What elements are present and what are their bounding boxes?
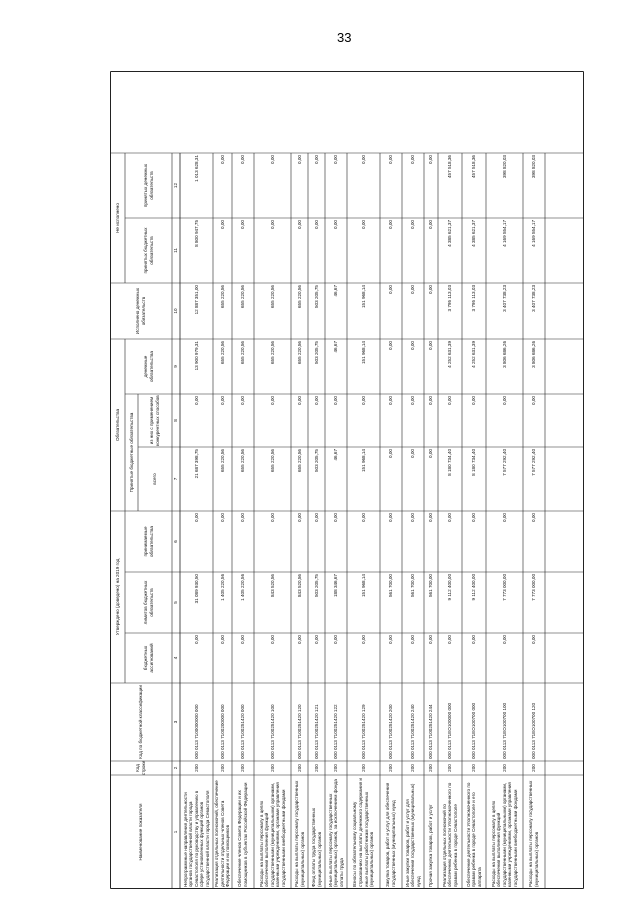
classification-code-cell: 000 0113 71ЕО100700 100 xyxy=(501,702,507,759)
header-competitive-methods: из них с применением конкурентных способов xyxy=(149,395,160,446)
line-code-cell: 200 xyxy=(219,764,225,772)
unexecuted-budget-cell: 0,00 xyxy=(360,220,366,229)
budget-limits-cell: 1 405 220,56 xyxy=(219,574,225,601)
budget-limits-cell: 7 773 000,00 xyxy=(501,574,507,601)
monetary-obligations-cell: 4 252 631,39 xyxy=(471,341,477,368)
executed-cell: 0,00 xyxy=(428,285,434,294)
indicator-name-cell: Расходы на выплаты персоналу в целях обеспечения выполнения функций государственными (муниципальными) органами, казенными учреждениями, органами управления государственными внебюджетными фондами xyxy=(490,782,518,887)
accepted-obligations-cell: 0,00 xyxy=(333,513,339,522)
line-code-cell: 200 xyxy=(428,764,434,772)
column-number: 1 xyxy=(173,830,179,834)
classification-code-cell: 000 0113 7100251420 129 xyxy=(360,704,366,759)
accepted-total-cell: 655 220,56 xyxy=(296,449,302,472)
accepted-total-cell: 655 220,56 xyxy=(219,449,225,472)
executed-cell: 151 968,14 xyxy=(360,285,366,308)
budget-allocations-cell: 0,00 xyxy=(240,635,246,644)
budget-limits-cell: 561 700,00 xyxy=(388,574,394,597)
unexecuted-monetary-cell: 1 013 628,31 xyxy=(193,155,199,182)
classification-code-cell: 000 0113 7100251420 000 xyxy=(240,704,246,759)
indicator-name-cell: Иные закупки товаров, работ и услуг для обеспечения государственных (муниципальных) нужд xyxy=(404,783,421,887)
monetary-obligations-cell: 655 220,56 xyxy=(296,341,302,364)
monetary-obligations-cell: 655 220,56 xyxy=(219,341,225,364)
header-budget-allocations: бюджетных ассигнований xyxy=(142,643,154,673)
line-code-cell: 200 xyxy=(531,764,537,772)
accepted-obligations-cell: 0,00 xyxy=(447,513,453,522)
monetary-obligations-cell: 151 968,14 xyxy=(360,341,366,364)
accepted-total-cell: 0,00 xyxy=(410,449,416,458)
unexecuted-budget-cell: 0,00 xyxy=(219,220,225,229)
classification-code-cell: 000 0113 7100000000 000 xyxy=(193,704,199,759)
classification-code-cell: 000 0113 7100200000 000 xyxy=(219,704,225,759)
indicator-name-cell: Реализация отдельных полномочий по обеспечению деятельности Уполномоченного по правам ребенка в городе Севастополе xyxy=(441,782,458,887)
monetary-obligations-cell: 3 806 686,26 xyxy=(501,341,507,368)
budget-limits-cell: 561 700,00 xyxy=(428,574,434,597)
line-code-cell: 200 xyxy=(193,764,199,772)
indicator-name-cell: Прочая закупка товаров, работ и услуг xyxy=(428,804,434,887)
header-executed-monetary: Исполнено денежных обязательств xyxy=(135,287,146,335)
accepted-obligations-cell: 0,00 xyxy=(531,513,537,522)
executed-cell: 503 205,75 xyxy=(313,285,319,308)
competitive-cell: 0,00 xyxy=(269,396,275,405)
header-indicator-name: Наименование показателя xyxy=(138,803,144,861)
report-table-area xyxy=(110,71,584,889)
budget-allocations-cell: 0,00 xyxy=(388,635,394,644)
accepted-obligations-cell: 0,00 xyxy=(219,513,225,522)
unexecuted-budget-cell: 4 385 621,37 xyxy=(447,220,453,247)
column-number: 11 xyxy=(173,248,179,253)
column-number: 6 xyxy=(173,540,179,543)
monetary-obligations-cell: 0,00 xyxy=(410,341,416,350)
page-number: 33 xyxy=(337,30,352,45)
accepted-total-cell: 8 180 734,40 xyxy=(471,449,477,476)
executed-cell: 3 795 113,03 xyxy=(471,285,477,312)
budget-allocations-cell: 0,00 xyxy=(531,635,537,644)
column-number: 7 xyxy=(173,477,179,481)
executed-cell: 655 220,56 xyxy=(269,285,275,308)
indicator-name-cell: Иные выплаты персоналу государственных (муниципальных) органов, за исключением фонда оплаты труда xyxy=(327,779,344,887)
header-not-executed-group: Не исполнено xyxy=(114,203,120,233)
accepted-total-cell: 151 968,14 xyxy=(360,449,366,472)
line-code-cell: 200 xyxy=(471,764,477,772)
budget-execution-table xyxy=(110,71,584,889)
header-accepted-obligations: принимаемые обязательства xyxy=(142,526,154,558)
budget-limits-cell: 7 773 000,00 xyxy=(531,574,537,601)
unexecuted-budget-cell: 4 169 554,17 xyxy=(531,220,537,247)
header-line-code: Код строки xyxy=(135,760,146,776)
line-code-cell: 200 xyxy=(296,764,302,772)
unexecuted-budget-cell: 0,00 xyxy=(269,220,275,229)
monetary-obligations-cell: 46,67 xyxy=(333,341,339,353)
classification-code-cell: 000 0113 7100251420 200 xyxy=(388,704,394,759)
classification-code-cell: 000 0113 7100251420 244 xyxy=(428,704,434,759)
budget-allocations-cell: 0,00 xyxy=(313,635,319,644)
executed-cell: 12 887 351,00 xyxy=(193,285,199,315)
header-budget-limits: лимитов бюджетных обязательств xyxy=(142,580,154,625)
monetary-obligations-cell: 4 252 631,39 xyxy=(447,341,453,368)
classification-code-cell: 000 0113 71ЕО100700 120 xyxy=(531,702,537,759)
competitive-cell: 0,00 xyxy=(240,396,246,405)
executed-cell: 0,00 xyxy=(410,285,416,294)
budget-allocations-cell: 0,00 xyxy=(501,635,507,644)
budget-allocations-cell: 0,00 xyxy=(447,635,453,644)
budget-allocations-cell: 0,00 xyxy=(428,635,434,644)
classification-code-cell: 000 0113 7100251420 122 xyxy=(333,704,339,759)
accepted-total-cell: 7 577 292,40 xyxy=(501,449,507,476)
monetary-obligations-cell: 13 900 979,31 xyxy=(193,341,199,371)
accepted-total-cell: 7 577 292,40 xyxy=(531,449,537,476)
unexecuted-budget-cell: 0,00 xyxy=(296,220,302,229)
unexecuted-monetary-cell: 457 518,36 xyxy=(447,155,453,178)
budget-allocations-cell: 0,00 xyxy=(219,635,225,644)
column-number: 5 xyxy=(173,601,179,604)
unexecuted-budget-cell: 0,00 xyxy=(313,220,319,229)
accepted-obligations-cell: 0,00 xyxy=(240,513,246,522)
accepted-total-cell: 503 205,75 xyxy=(313,449,319,472)
unexecuted-budget-cell: 4 385 621,37 xyxy=(471,220,477,247)
competitive-cell: 0,00 xyxy=(471,396,477,405)
accepted-obligations-cell: 0,00 xyxy=(501,513,507,522)
unexecuted-budget-cell: 8 800 947,75 xyxy=(193,220,199,247)
unexecuted-monetary-cell: 0,00 xyxy=(333,155,339,164)
budget-limits-cell: 9 112 400,00 xyxy=(471,574,477,601)
column-number: 4 xyxy=(173,656,179,660)
competitive-cell: 0,00 xyxy=(313,396,319,405)
competitive-cell: 0,00 xyxy=(447,396,453,405)
header-budget-classification-code: Код по бюджетной классификации xyxy=(138,685,144,759)
unexecuted-monetary-cell: 0,00 xyxy=(296,155,302,164)
budget-limits-cell: 9 112 400,00 xyxy=(447,574,453,601)
unexecuted-monetary-cell: 0,00 xyxy=(219,155,225,164)
line-code-cell: 200 xyxy=(240,764,246,772)
column-number: 9 xyxy=(173,365,179,368)
budget-limits-cell: 188 346,67 xyxy=(333,574,339,597)
header-accepted-budget-obligations: Принятые бюджетные обязательства xyxy=(128,412,134,493)
budget-allocations-cell: 0,00 xyxy=(471,635,477,644)
header-monetary-obligations: денежные обязательства xyxy=(142,351,154,383)
budget-limits-cell: 843 520,56 xyxy=(296,574,302,597)
unexecuted-budget-cell: 0,00 xyxy=(410,220,416,229)
accepted-obligations-cell: 0,00 xyxy=(410,513,416,522)
accepted-obligations-cell: 0,00 xyxy=(313,513,319,522)
executed-cell: 655 220,56 xyxy=(296,285,302,308)
accepted-obligations-cell: 0,00 xyxy=(296,513,302,522)
line-code-cell: 200 xyxy=(360,764,366,772)
indicator-name-cell: Непрограммные направления деятельности органов государственной власти города Севастополя по руководству и управлению в сфере установленных функций органов государственной власти города Севастополя xyxy=(182,790,210,887)
competitive-cell: 0,00 xyxy=(410,396,416,405)
header-approved-group: Утверждено (доведено) на 2019 год xyxy=(114,558,120,636)
executed-cell: 3 407 738,23 xyxy=(531,285,537,312)
unexecuted-monetary-cell: 0,00 xyxy=(269,155,275,164)
line-code-cell: 200 xyxy=(333,764,339,772)
executed-cell: 0,00 xyxy=(388,285,394,294)
unexecuted-monetary-cell: 0,00 xyxy=(240,155,246,164)
line-code-cell: 200 xyxy=(447,764,453,772)
monetary-obligations-cell: 3 806 686,26 xyxy=(531,341,537,368)
unexecuted-monetary-cell: 0,00 xyxy=(428,155,434,164)
header-total: всего xyxy=(152,473,158,485)
classification-code-cell: 000 0113 7100251420 100 xyxy=(269,704,275,759)
indicator-name-cell: Расходы на выплаты персоналу в целях обеспечения выполнения функций государственными (муниципальными) органами, казенными учреждениями, органами управления государственными внебюджетными фондами xyxy=(258,782,286,887)
line-code-cell: 200 xyxy=(388,764,394,772)
budget-limits-cell: 843 520,56 xyxy=(269,574,275,597)
header-unexecuted-budget: принятых бюджетных обязательств xyxy=(142,227,154,274)
unexecuted-budget-cell: 0,00 xyxy=(240,220,246,229)
unexecuted-monetary-cell: 0,00 xyxy=(410,155,416,164)
column-number: 12 xyxy=(173,182,179,189)
header-unexecuted-monetary: принятых денежных обязательств xyxy=(142,163,154,208)
competitive-cell: 0,00 xyxy=(501,396,507,405)
executed-cell: 46,67 xyxy=(333,285,339,297)
competitive-cell: 0,00 xyxy=(193,396,199,405)
accepted-total-cell: 0,00 xyxy=(388,449,394,458)
classification-code-cell: 000 0113 7100251420 121 xyxy=(313,704,319,759)
budget-allocations-cell: 0,00 xyxy=(360,635,366,644)
column-number: 10 xyxy=(173,308,179,314)
competitive-cell: 0,00 xyxy=(333,396,339,405)
accepted-total-cell: 8 180 734,40 xyxy=(447,449,453,476)
indicator-name-cell: Обеспечение деятельности Уполномоченного по правам ребенка в городе Севастополе и его аппарата xyxy=(465,782,482,887)
competitive-cell: 0,00 xyxy=(388,396,394,405)
accepted-obligations-cell: 0,00 xyxy=(193,513,199,522)
column-number: 8 xyxy=(173,419,179,422)
unexecuted-budget-cell: 0,00 xyxy=(428,220,434,229)
indicator-name-cell: Обеспечение членов Совета Федерации и их помощников в субъектах Российской Федерации xyxy=(237,782,248,887)
classification-code-cell: 000 0113 7100251420 240 xyxy=(410,704,416,759)
classification-code-cell: 000 0113 71ЕО100700 000 xyxy=(471,702,477,759)
executed-cell: 3 407 738,23 xyxy=(501,285,507,312)
accepted-total-cell: 46,67 xyxy=(333,449,339,461)
unexecuted-monetary-cell: 0,00 xyxy=(360,155,366,164)
unexecuted-monetary-cell: 398 820,03 xyxy=(501,155,507,178)
accepted-obligations-cell: 0,00 xyxy=(428,513,434,522)
budget-limits-cell: 503 205,75 xyxy=(313,574,319,597)
monetary-obligations-cell: 0,00 xyxy=(388,341,394,350)
unexecuted-budget-cell: 0,00 xyxy=(333,220,339,229)
accepted-obligations-cell: 0,00 xyxy=(269,513,275,522)
competitive-cell: 0,00 xyxy=(360,396,366,405)
line-code-cell: 200 xyxy=(501,764,507,772)
accepted-total-cell: 0,00 xyxy=(428,449,434,458)
budget-allocations-cell: 0,00 xyxy=(410,635,416,644)
unexecuted-budget-cell: 4 169 554,17 xyxy=(501,220,507,247)
competitive-cell: 0,00 xyxy=(219,396,225,405)
accepted-total-cell: 655 220,56 xyxy=(240,449,246,472)
accepted-obligations-cell: 0,00 xyxy=(471,513,477,522)
competitive-cell: 0,00 xyxy=(296,396,302,405)
indicator-name-cell: Фонд оплаты труда государственных (муниципальных) органов xyxy=(310,807,322,887)
accepted-obligations-cell: 0,00 xyxy=(360,513,366,522)
classification-code-cell: 000 0113 7100251420 120 xyxy=(296,704,302,759)
indicator-name-cell: Расходы на выплаты персоналу государственных (муниципальных) органов xyxy=(293,780,305,887)
budget-limits-cell: 151 968,14 xyxy=(360,574,366,597)
budget-allocations-cell: 0,00 xyxy=(193,635,199,644)
column-number: 2 xyxy=(173,766,179,770)
budget-allocations-cell: 0,00 xyxy=(269,635,275,644)
header-obligations-group: Обязательства xyxy=(114,408,120,442)
column-number: 3 xyxy=(173,720,179,724)
monetary-obligations-cell: 655 220,56 xyxy=(240,341,246,364)
unexecuted-monetary-cell: 0,00 xyxy=(313,155,319,164)
classification-code-cell: 000 0113 71ЕО100000 000 xyxy=(447,702,453,759)
budget-limits-cell: 31 089 930,50 xyxy=(193,574,199,604)
unexecuted-monetary-cell: 0,00 xyxy=(388,155,394,164)
line-code-cell: 200 xyxy=(313,764,319,772)
monetary-obligations-cell: 655 220,56 xyxy=(269,341,275,364)
line-code-cell: 200 xyxy=(410,764,416,772)
accepted-obligations-cell: 0,00 xyxy=(388,513,394,522)
monetary-obligations-cell: 0,00 xyxy=(428,341,434,350)
accepted-total-cell: 655 220,56 xyxy=(269,449,275,472)
monetary-obligations-cell: 503 205,75 xyxy=(313,341,319,364)
executed-cell: 655 220,56 xyxy=(219,285,225,308)
line-code-cell: 200 xyxy=(269,764,275,772)
budget-allocations-cell: 0,00 xyxy=(296,635,302,644)
unexecuted-budget-cell: 0,00 xyxy=(388,220,394,229)
competitive-cell: 0,00 xyxy=(531,396,537,405)
accepted-total-cell: 21 687 398,75 xyxy=(193,449,199,479)
budget-limits-cell: 561 700,00 xyxy=(410,574,416,597)
budget-limits-cell: 1 405 220,56 xyxy=(240,574,246,601)
indicator-name-cell: Закупка товаров, работ и услуг для обеспечения государственных (муниципальных) нужд xyxy=(385,782,396,887)
executed-cell: 3 795 113,03 xyxy=(447,285,453,312)
competitive-cell: 0,00 xyxy=(428,396,434,405)
indicator-name-cell: Реализация отдельных полномочий, обеспечение деятельности отдельных членов Совета Федерации и их помощников xyxy=(214,780,231,887)
budget-allocations-cell: 0,00 xyxy=(333,635,339,644)
indicator-name-cell: Расходы на выплаты персоналу государственных (муниципальных) органов xyxy=(528,780,539,887)
unexecuted-monetary-cell: 457 518,36 xyxy=(471,155,477,178)
unexecuted-monetary-cell: 398 820,03 xyxy=(531,155,537,178)
executed-cell: 655 220,56 xyxy=(240,285,246,308)
indicator-name-cell: Взносы по обязательному социальному страхованию на выплаты денежного содержания и иные выплаты работникам государственных (муниципальных) органов xyxy=(352,778,375,887)
